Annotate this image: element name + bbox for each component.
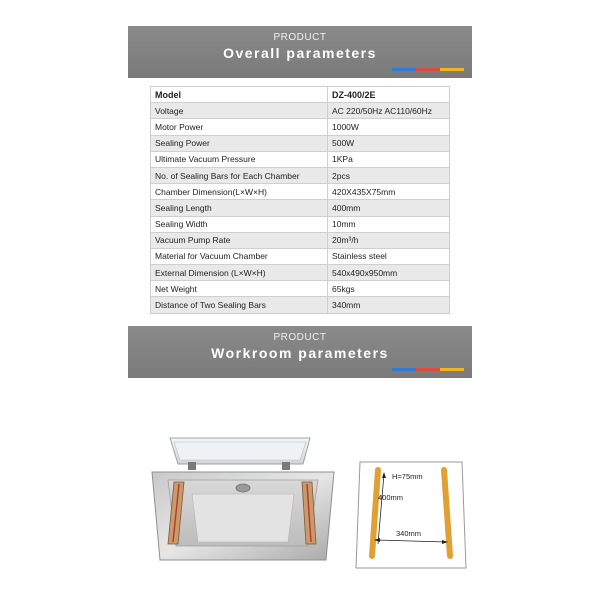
param-value: Stainless steel (328, 248, 450, 264)
param-name: Material for Vacuum Chamber (151, 248, 328, 264)
param-name: Chamber Dimension(L×W×H) (151, 184, 328, 200)
param-value: 400mm (328, 200, 450, 216)
param-value: 340mm (328, 297, 450, 313)
workroom-parameters-banner (128, 326, 472, 378)
param-name: Net Weight (151, 281, 328, 297)
param-value: 2pcs (328, 167, 450, 183)
parameters-table (150, 86, 450, 314)
table-row (151, 167, 450, 183)
table-row (151, 135, 450, 151)
banner-title: Overall parameters (223, 45, 377, 61)
banner-title: Workroom parameters (211, 345, 389, 361)
table-header-cell: Model (151, 87, 328, 103)
table-row (151, 248, 450, 264)
height-label: H=75mm (392, 472, 423, 481)
param-value: 420X435X75mm (328, 184, 450, 200)
param-name: Distance of Two Sealing Bars (151, 297, 328, 313)
distance-label: 340mm (396, 529, 422, 538)
param-name: Sealing Power (151, 135, 328, 151)
table-row (151, 200, 450, 216)
table-row (151, 184, 450, 200)
length-label: 400mm (378, 493, 404, 502)
sealing-bar-diagram (352, 460, 467, 570)
param-value: 1000W (328, 119, 450, 135)
param-value: 500W (328, 135, 450, 151)
table-header-cell: DZ-400/2E (328, 87, 450, 103)
param-value: 10mm (328, 216, 450, 232)
param-name: External Dimension (L×W×H) (151, 265, 328, 281)
table-row (151, 297, 450, 313)
param-value: 540x490x950mm (328, 265, 450, 281)
table-row (151, 232, 450, 248)
param-value: AC 220/50Hz AC110/60Hz (328, 103, 450, 119)
param-name: Motor Power (151, 119, 328, 135)
table-row (151, 119, 450, 135)
banner-color-stripe (392, 68, 464, 71)
param-name: Ultimate Vacuum Pressure (151, 151, 328, 167)
table-row (151, 151, 450, 167)
table-row (151, 103, 450, 119)
param-name: Sealing Length (151, 200, 328, 216)
param-value: 65kgs (328, 281, 450, 297)
param-value: 20m³/h (328, 232, 450, 248)
banner-kicker: PRODUCT (273, 32, 327, 43)
banner-color-stripe (392, 368, 464, 371)
vacuum-chamber-image (148, 436, 338, 564)
param-name: Voltage (151, 103, 328, 119)
table-row (151, 265, 450, 281)
param-name: No. of Sealing Bars for Each Chamber (151, 167, 328, 183)
table-row (151, 216, 450, 232)
vacuum-chamber-illustration (148, 436, 338, 564)
param-value: 1KPa (328, 151, 450, 167)
param-name: Vacuum Pump Rate (151, 232, 328, 248)
table-row (151, 281, 450, 297)
table-header-row (151, 87, 450, 103)
overall-parameters-banner (128, 26, 472, 78)
banner-kicker: PRODUCT (273, 332, 327, 343)
param-name: Sealing Width (151, 216, 328, 232)
